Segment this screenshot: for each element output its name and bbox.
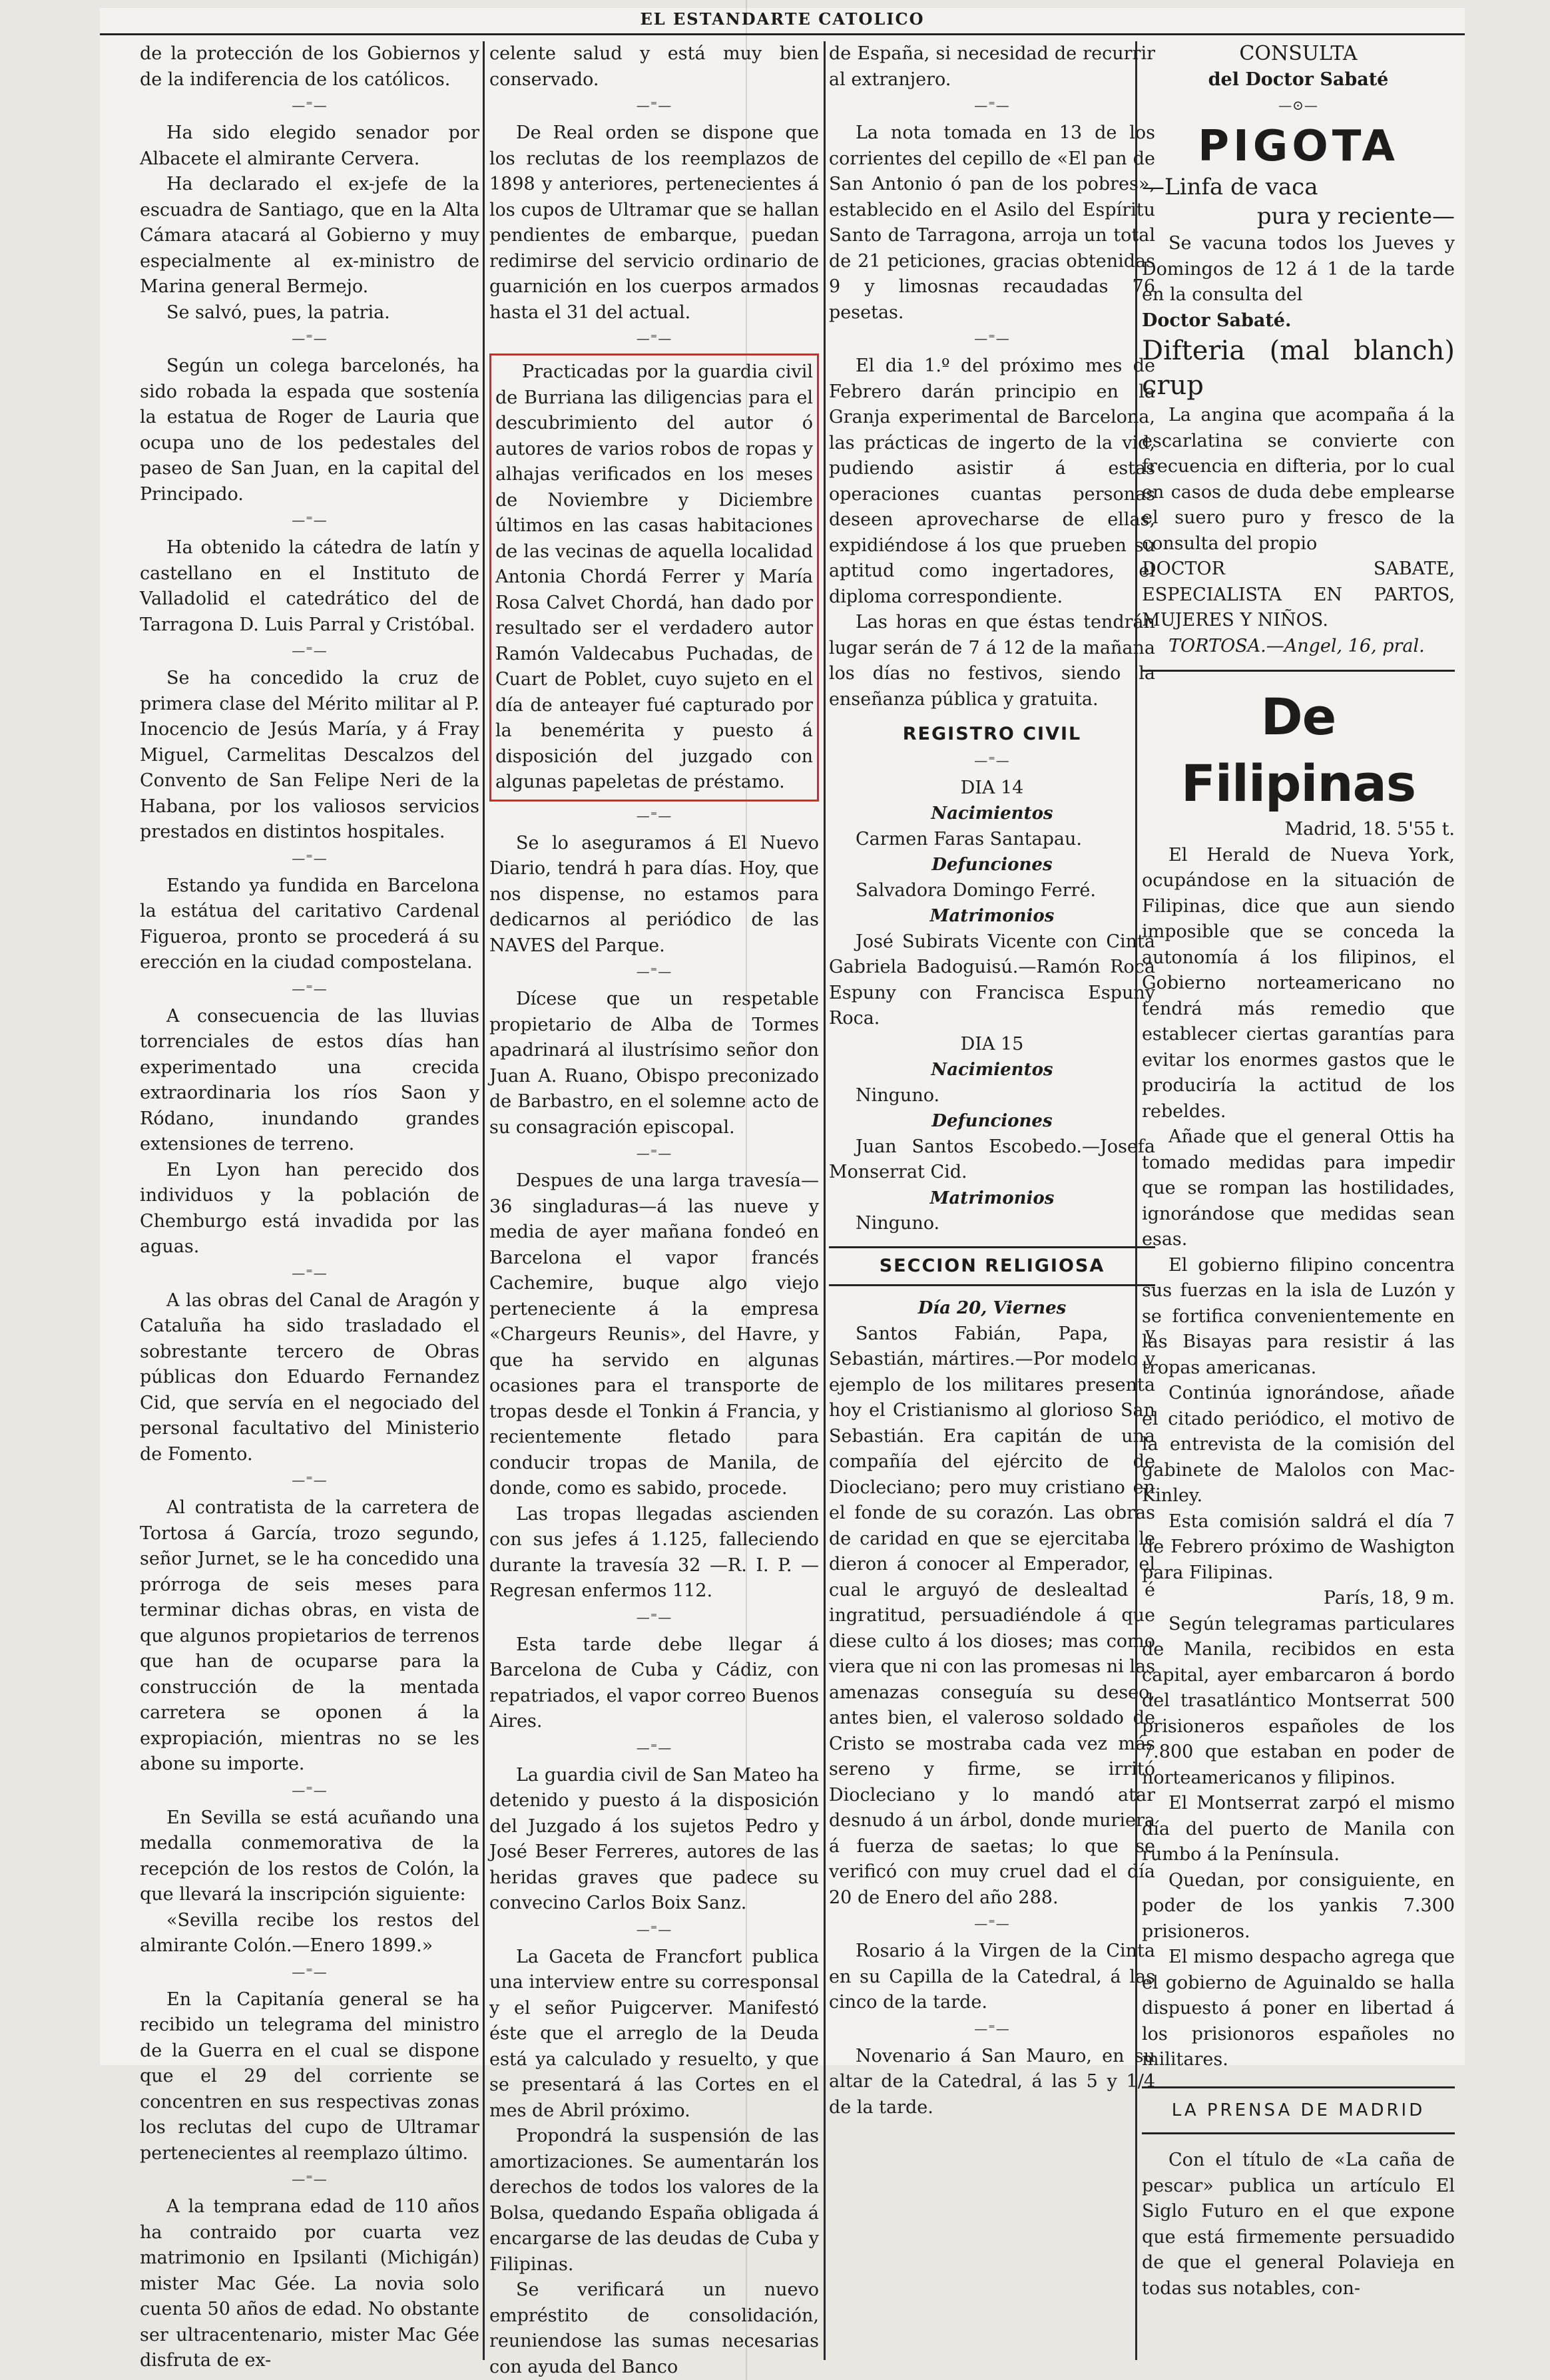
masthead: EL ESTANDARTE CATOLICO: [100, 9, 1465, 35]
paragraph: Juan Santos Escobedo.—Josefa Monserrat Cid.: [829, 1136, 1155, 1182]
paragraph: José Subirats Vicente con Cinta Gabriela Badoguisú.—Ramón Roca Espuny con Francisca Espuny Roca.: [829, 931, 1155, 1029]
difteria-heading: Difteria (mal blanch) crup: [1142, 336, 1455, 401]
paragraph: Rosario á la Virgen de la Cinta en su Capilla de la Catedral, á las cinco de la tarde.: [829, 1941, 1155, 2013]
separator: —⁼—: [292, 1264, 328, 1281]
paragraph: Ha sido elegido senador por Albacete el almirante Cervera.: [140, 122, 479, 169]
paragraph: Según un colega barcelonés, ha sido robada la espada que sostenía la estatua de Roger de Lauria que ocupa uno de los pedestales del paseo de San Juan, en la capital del Principado.: [140, 356, 479, 505]
section-title-religiosa: SECCION RELIGIOSA: [879, 1255, 1105, 1276]
separator: —⁼—: [636, 963, 672, 979]
pigota-heading: PIGOTA: [1198, 122, 1399, 171]
paragraph: Se lo aseguramos á El Nuevo Diario, tendrá h para días. Hoy, que nos dispense, no estamos para dedicarnos al periódico de las NAVES del Parque.: [489, 832, 819, 956]
paragraph: El dia 1.º del próximo mes de Febrero darán principio en la Granja experimental de Barcelona, las prácticas de ingerto de la vid, pudiendo asistir á estas operaciones cuantas personas deseen aprovecharse de ellas, expidiéndose á los que prueben su aptitud como ingertadores, el diploma correspondiente.: [829, 356, 1155, 607]
separator: —⁼—: [292, 512, 328, 528]
paragraph: Practicadas por la guardia civil de Burriana las diligencias para el descubrimiento del autor ó autores de varios robos de ropas y alhajas verificados en los meses de Noviembre y Diciembre últimos en las casas habitaciones de las vecinas de aquella localidad Antonia Chordá Ferrer y María Rosa Calvet Chordá, han dado por resultado ser el verdadero autor Ramón Valdecabus Puchadas, de Cuart de Poblet, cuyo sujeto en el día de anteayer fué capturado por la benemérita y puesto á disposición del juzgado con algunas papeletas de préstamo.: [495, 361, 813, 792]
separator: —⁼—: [636, 1608, 672, 1625]
doctor-name: Doctor Sabaté.: [1142, 310, 1292, 331]
paragraph: Esta comisión saldrá el día 7 de Febrero próximo de Washigton para Filipinas.: [1142, 1511, 1455, 1583]
paragraph: Ninguno.: [856, 1084, 940, 1106]
column-3: [829, 41, 1155, 2367]
paragraph: Despues de una larga travesía—36 singladuras—á las nueve y media de ayer mañana fondeó en Barcelona el vapor francés Cachemire, buque algo viejo perteneciente á la empresa «Chargeurs Reunis», del Havre, y que ha servido en algunas ocasiones para el transporte de tropas desde el Tonkin á Francia, y recientemente fletado para conducir tropas de Manila, de donde, como es sabido, procede.: [489, 1170, 819, 1499]
separator: —⁼—: [292, 849, 328, 866]
ornament-separator: —⊙—: [1278, 97, 1318, 113]
separator: —⁼—: [292, 97, 328, 113]
paragraph: La angina que acompaña á la escarlatina se convierte con frecuencia en difteria, por lo cual en casos de duda debe emplearse el suero puro y fresco de la consulta del propio: [1142, 405, 1455, 554]
paragraph: Con el título de «La caña de pescar» publica un artículo El Siglo Futuro en el que expone que está firmemente persuadido de que el general Polavieja en todas sus notables, con-: [1142, 2150, 1455, 2299]
paragraph: La nota tomada en 13 de los corrientes del cepillo de «El pan de San Antonio ó pan de los pobres», establecido en el Asilo del Espíritu Santo de Tarragona, arroja un total de 21 peticiones, gracias obtenidas 9 y limosnas recaudadas 76 pesetas.: [829, 122, 1155, 323]
separator: —⁼—: [292, 642, 328, 658]
separator: —⁼—: [636, 807, 672, 824]
paragraph: «Sevilla recibe los restos del almirante Colón.—Enero 1899.»: [140, 1909, 479, 1956]
paragraph: de la protección de los Gobiernos y de la indiferencia de los católicos.: [140, 43, 479, 90]
paragraph: Se verificará un nuevo empréstito de consolidación, reuniendose las sumas necesarias con ayuda del Banco: [489, 2279, 819, 2377]
separator: —⁼—: [636, 1145, 672, 1161]
subheading: Nacimientos: [931, 1060, 1053, 1080]
filipinas-headline: De Filipinas: [1142, 670, 1455, 817]
separator: —⁼—: [636, 1921, 672, 1937]
paragraph: Las horas en que éstas tendrán lugar serán de 7 á 12 de la mañana los días no festivos, siendo la enseñanza pública y gratuita.: [829, 612, 1155, 710]
paragraph: El mismo despacho agrega que el gobierno de Aguinaldo se halla dispuesto á poner en libertad á los prisionoros españoles no militares.: [1142, 1947, 1455, 2070]
subheading: Nacimientos: [931, 804, 1053, 824]
separator: —⁼—: [292, 2171, 328, 2187]
paragraph: A la temprana edad de 110 años ha contraido por cuarta vez matrimonio en Ipsilanti (Michigán) mister Mac Gée. La novia solo cuenta 50 años de edad. No obstante ser ultracentenario, mister Mac Gée disfruta de ex-: [140, 2196, 479, 2371]
dateline: Madrid, 18. 5'55 t.: [1284, 819, 1455, 839]
paragraph: Según telegramas particulares de Manila, recibidos en esta capital, ayer embarcaron á bordo del trasatlántico Montserrat 500 prisioneros españoles de los 7.800 que estaban en poder de norteamericanos y filipinos.: [1142, 1613, 1455, 1788]
paragraph: Se ha concedido la cruz de primera clase del Mérito militar al P. Inocencio de Jesús María, y á Fray Miguel, Carmelitas Descalzos del Convento de San Felipe Neri de la Habana, por los valiosos servicios prestados en distintos hospitales.: [140, 668, 479, 842]
section-title-registro: REGISTRO CIVIL: [902, 724, 1082, 744]
doctor-specialty: DOCTOR SABATE, ESPECIALISTA EN PARTOS, MUJERES Y NIÑOS.: [1142, 559, 1455, 630]
paragraph: Salvadora Domingo Ferré.: [856, 879, 1096, 901]
column-2: [489, 41, 819, 2377]
paragraph: Novenario á San Mauro, en su altar de la Catedral, á las 5 y 1/4 de la tarde.: [829, 2045, 1155, 2118]
separator: —⁼—: [974, 330, 1010, 346]
paragraph: Añade que el general Ottis ha tomado medidas para impedir que se rompan las hostilidades, ignorándose que medidas sean esas.: [1142, 1126, 1455, 1250]
column-1: [140, 41, 479, 2371]
consulta-heading: CONSULTA: [1239, 42, 1358, 65]
separator: —⁼—: [974, 1915, 1010, 1931]
separator: —⁼—: [974, 2020, 1010, 2036]
day-heading: DIA 15: [960, 1033, 1024, 1055]
date-heading: Día 20, Viernes: [917, 1298, 1067, 1318]
separator: —⁼—: [974, 97, 1010, 113]
paragraph: Se salvó, pues, la patria.: [166, 302, 390, 323]
paragraph: Continúa ignorándose, añade el citado periódico, el motivo de la entrevista de la comisión del gabinete de Malolos con Mac-Kinley.: [1142, 1383, 1455, 1506]
column-rule: [483, 41, 485, 2360]
separator: —⁼—: [636, 97, 672, 113]
paragraph: Ninguno.: [856, 1213, 940, 1234]
column-rule: [824, 41, 826, 2360]
separator: —⁼—: [636, 1739, 672, 1756]
paragraph: Las tropas llegadas ascienden con sus jefes á 1.125, falleciendo durante la travesía 32 —R. I. P. —Regresan enfermos 112.: [489, 1503, 819, 1601]
paragraph: Al contratista de la carretera de Tortosa á García, trozo segundo, señor Jurnet, se le ha concedido una prórroga de seis meses para terminar dichas obras, en vista de que algunos propietarios de terrenos que han de ocuparse para la construcción de la mentada carretera se oponen á la expropiación, mientras no se les abone su importe.: [140, 1497, 479, 1774]
paragraph: de España, si necesidad de recurrir al extranjero.: [829, 43, 1155, 90]
linfa-line: pura y reciente—: [1256, 203, 1455, 230]
paragraph: celente salud y está muy bien conservado.: [489, 43, 819, 90]
subheading: Matrimonios: [929, 1188, 1055, 1208]
paragraph: La guardia civil de San Mateo ha detenido y puesto á la disposición del Juzgado á los sujetos Pedro y José Beser Ferreres, autores de las heridas graves que padece su convecino Carlos Boix Sanz.: [489, 1764, 819, 1913]
consulta-subheading: del Doctor Sabaté: [1208, 69, 1389, 90]
paragraph: Quedan, por consiguiente, en poder de los yankis 7.300 prisioneros.: [1142, 1869, 1455, 1942]
separator: —⁼—: [292, 1963, 328, 1980]
paragraph: La Gaceta de Francfort publica una interview entre su corresponsal y el señor Puigcerver. Manifestó éste que el arreglo de la Deuda está ya calculado y resuelto, y que se presentará á las Cortes en el mes de Abril próximo.: [489, 1946, 819, 2121]
paragraph: En la Capitanía general se ha recibido un telegrama del ministro de la Guerra en el cual se dispone que el 29 del corriente se concentren en sus respectivas zonas los reclutas del cupo de Ultramar pertenecientes al reemplazo último.: [140, 1989, 479, 2164]
paragraph: De Real orden se dispone que los reclutas de los reemplazos de 1898 y anteriores, pertenecientes á los cupos de Ultramar que se hallan pendientes de embarque, puedan redimirse del servicio ordinario de guarnición en los cuerpos armados hasta el 31 del actual.: [489, 122, 819, 323]
day-heading: DIA 14: [960, 777, 1024, 798]
paragraph: El Herald de Nueva York, ocupándose en la situación de Filipinas, dice que aun siendo imposible que se conceda la autonomía á los filipinos, el Gobierno norteamericano no tendrá más remedio que establecer ciertas garantías para evitar los enormes gastos que le produciría la actitud de los rebeldes.: [1142, 844, 1455, 1122]
highlighted-article: [489, 354, 819, 802]
paragraph: El gobierno filipino concentra sus fuerzas en la isla de Luzón y se fortifica convenientemente en las Bisayas para resistir á las tropas americanas.: [1142, 1254, 1455, 1378]
subheading: Defunciones: [931, 855, 1053, 875]
paragraph: En Sevilla se está acuñando una medalla conmemorativa de la recepción de los restos de Colón, la que llevará la inscripción siguiente:: [140, 1807, 479, 1905]
subheading: Defunciones: [931, 1111, 1053, 1131]
separator: —⁼—: [292, 1782, 328, 1798]
paragraph: Se vacuna todos los Jueves y Domingos de 12 á 1 de la tarde en la consulta del: [1142, 233, 1455, 305]
linfa-line: —Linfa de vaca: [1142, 174, 1318, 200]
paragraph: Dícese que un respetable propietario de Alba de Tormes apadrinará al ilustrísimo señor don Juan A. Ruano, Obispo preconizado de Barbastro, en el solemne acto de su consagración episcopal.: [489, 989, 819, 1138]
prensa-heading: LA PRENSA DE MADRID: [1142, 2086, 1455, 2135]
paragraph: Carmen Faras Santapau.: [856, 828, 1082, 849]
paragraph: A consecuencia de las lluvias torrenciales de estos días han experimentado una crecida extraordinaria los ríos Saon y Ródano, inundando grandes extensiones de terreno.: [140, 1005, 479, 1154]
paragraph: Ha declarado el ex-jefe de la escuadra de Santiago, que en la Alta Cámara atacará al Gobierno y muy especialmente al ex-ministro de Marina general Bermejo.: [140, 174, 479, 297]
separator: —⁼—: [292, 1472, 328, 1488]
dateline: París, 18, 9 m.: [1323, 1588, 1455, 1608]
paragraph: Esta tarde debe llegar á Barcelona de Cuba y Cádiz, con repatriados, el vapor correo Buenos Aires.: [489, 1634, 819, 1732]
paragraph: A las obras del Canal de Aragón y Cataluña ha sido trasladado el sobrestante tercero de Obras públicas don Eduardo Fernandez Cid, que servía en el negociado del personal facultativo del Ministerio de Fomento.: [140, 1290, 479, 1465]
separator: —⁼—: [974, 752, 1010, 768]
paragraph: Propondrá la suspensión de las amortizaciones. Se aumentarán los derechos de todos los valores de la Bolsa, quedando España obligada á encargarse de las deudas de Cuba y Filipinas.: [489, 2126, 819, 2275]
paragraph: El Montserrat zarpó el mismo día del puerto de Manila con rumbo á la Península.: [1142, 1793, 1455, 1865]
paragraph: Ha obtenido la cátedra de latín y castellano en el Instituto de Valladolid el catedrático del de Tarragona D. Luis Parral y Cristóbal.: [140, 537, 479, 635]
paragraph: Estando ya fundida en Barcelona la estátua del caritativo Cardenal Figueroa, pronto se procederá á su erección en la ciudad compostelana.: [140, 875, 479, 973]
address: TORTOSA.—Angel, 16, pral.: [1168, 635, 1425, 656]
paragraph: Santos Fabián, Papa, y Sebastián, mártires.—Por modelo y ejemplo de los militares presenta hoy el Cristianismo al glorioso San Sebastián. Era capitán de una compañía del ejército de de Diocleciano; pero muy cristiano en el fonde de su corazón. Las obras de caridad en que se ejercitaba le dieron á conocer al Emperador, el cual le arguyó de deslealtad é ingratitud, persuadiéndole á que diese culto á los dioses; mas como viera que ni con las promesas ni las amenazas conseguía su deseo, antes bien, el valeroso soldado de Cristo se mostraba cada vez más sereno y firme, se irritó Diocleciano y lo mandó atar desnudo á un árbol, donde muriera á fuerza de saetas; lo que se verificó con muy cruel dad el día 20 de Enero del año 288.: [829, 1323, 1155, 1908]
section-header-box: [829, 1246, 1155, 1287]
separator: —⁼—: [636, 330, 672, 346]
column-4: [1142, 41, 1455, 2367]
paragraph: En Lyon han perecido dos individuos y la población de Chemburgo está invadida por las aguas.: [140, 1159, 479, 1257]
separator: —⁼—: [292, 980, 328, 997]
separator: —⁼—: [292, 330, 328, 346]
subheading: Matrimonios: [929, 906, 1055, 926]
